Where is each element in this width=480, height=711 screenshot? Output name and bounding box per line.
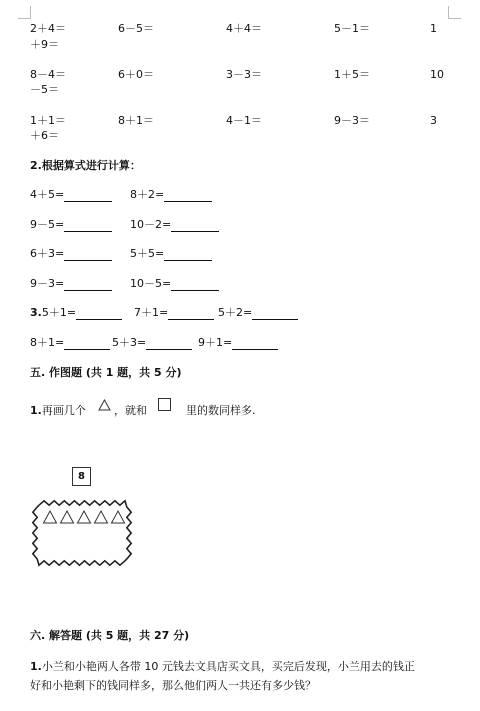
answer-blank[interactable] (64, 249, 112, 261)
q3-row-2: 8＋1= (30, 336, 110, 350)
triangle-icon (61, 511, 74, 523)
question-text: 里的数同样多. (186, 404, 256, 417)
q3-row-1: 3.5＋1= (30, 306, 122, 320)
page-corner-mark-left (18, 6, 31, 19)
answer-blank[interactable] (64, 190, 112, 202)
equation-row: 9－3= (30, 277, 112, 291)
equation-row: 10－5= (130, 277, 219, 291)
problem: 10 (430, 68, 444, 81)
problem: 6－5＝ (118, 22, 154, 35)
problem: 3 (430, 114, 437, 127)
triangle-icon (78, 511, 91, 523)
problem: 6＋0＝ (118, 68, 154, 81)
equation-row: 4＋5= (30, 188, 112, 202)
equation-row: 5＋5= (130, 247, 212, 261)
triangle-icon (98, 399, 111, 411)
problem: 8＋1＝ (118, 114, 154, 127)
wavy-border (33, 501, 131, 565)
equation: 7＋1= (134, 306, 214, 320)
answer-blank[interactable] (164, 249, 212, 261)
square-icon (158, 398, 171, 411)
triangle-icon (95, 511, 108, 523)
section-5-q1-number: 1.再画几个 (30, 404, 86, 417)
problem: 4－1＝ (226, 114, 262, 127)
section-5-heading: 五. 作图题 (共 1 题，共 5 分) (30, 366, 182, 379)
equation-row: 6＋3= (30, 247, 112, 261)
problem: 8－4＝ (30, 68, 66, 81)
problem: 1＋5＝ (334, 68, 370, 81)
answer-blank[interactable] (171, 220, 219, 232)
answer-blank[interactable] (146, 338, 192, 350)
question-2-title: 2.根据算式进行计算： (30, 159, 141, 172)
problem: 9－3＝ (334, 114, 370, 127)
triangle-icon (44, 511, 57, 523)
answer-blank[interactable] (232, 338, 278, 350)
answer-blank[interactable] (64, 279, 112, 291)
equation-row: 10－2= (130, 218, 219, 232)
problem: 5－1＝ (334, 22, 370, 35)
problem: 1＋1＝ (30, 114, 66, 127)
section-6-q1-line-1: 1.小兰和小艳两人各带 10 元钱去文具店买文具，买完后发现，小兰用去的钱正 (30, 660, 415, 673)
problem: 1 (430, 22, 437, 35)
question-text: ，就和 (114, 404, 147, 417)
answer-blank[interactable] (171, 279, 219, 291)
equation: 5＋2= (218, 306, 298, 320)
answer-blank[interactable] (164, 190, 212, 202)
number-box: 8 (72, 467, 91, 486)
answer-blank[interactable] (64, 338, 110, 350)
equation: 5＋3= (112, 336, 192, 350)
problem-wrap: ＋6＝ (30, 129, 59, 142)
equation-row: 9－5= (30, 218, 112, 232)
problem: 4＋4＝ (226, 22, 262, 35)
equation-row: 8＋2= (130, 188, 212, 202)
problem-wrap: －5＝ (30, 83, 59, 96)
section-6-q1-line-2: 好和小艳剩下的钱同样多，那么他们两人一共还有多少钱？ (30, 679, 316, 692)
problem: 2＋4＝ (30, 22, 66, 35)
page-corner-mark-right (448, 6, 461, 19)
wavy-box (30, 498, 134, 568)
answer-blank[interactable] (64, 220, 112, 232)
section-6-heading: 六. 解答题 (共 5 题，共 27 分) (30, 629, 190, 642)
problem: 3－3＝ (226, 68, 262, 81)
problem-wrap: ＋9＝ (30, 38, 59, 51)
triangle-group (44, 511, 125, 523)
answer-blank[interactable] (168, 308, 214, 320)
equation: 9＋1= (198, 336, 278, 350)
answer-blank[interactable] (252, 308, 298, 320)
answer-blank[interactable] (76, 308, 122, 320)
triangle-icon (112, 511, 125, 523)
